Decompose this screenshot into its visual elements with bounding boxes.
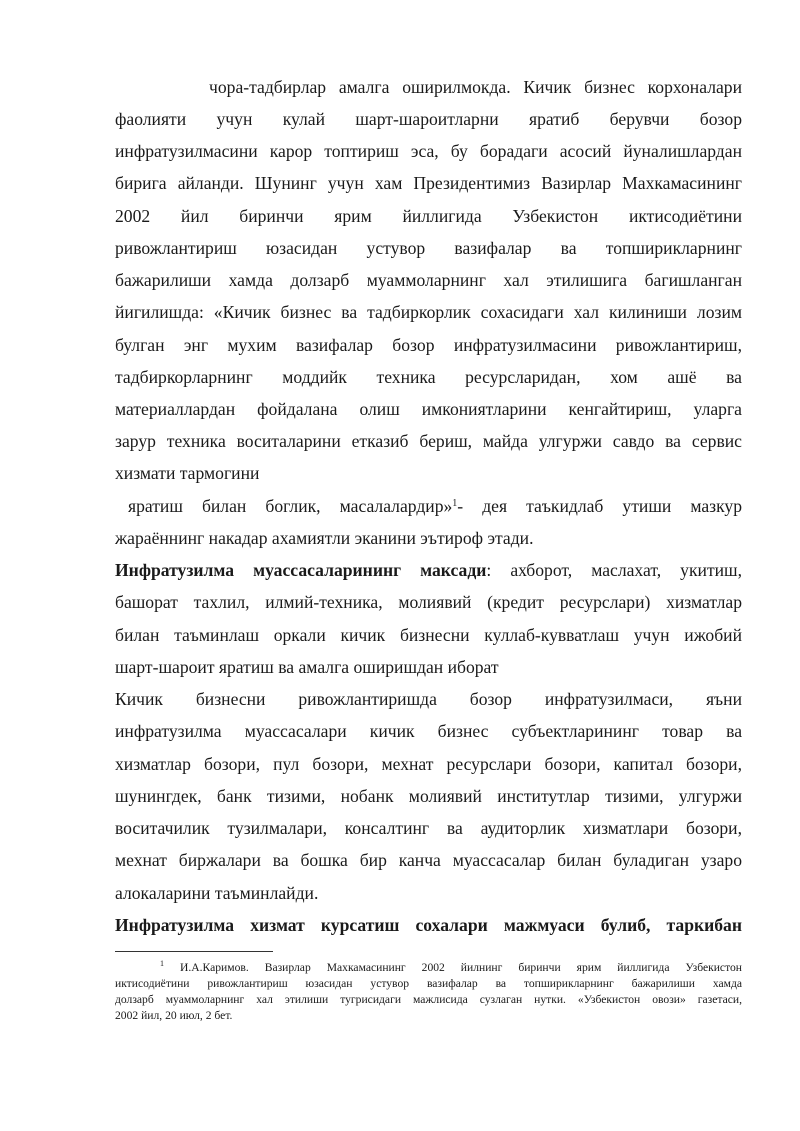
quote-end-text: яратиш билан боглик, масалалардир» [128,496,453,516]
body-line: йигилишда: «Кичик бизнес ва тадбиркорлик сохасидаги хал килиниши лозим [115,302,742,322]
body-line: билан таъминлаш оркали кичик бизнесни куллаб-кувватлаш учун ижобий [115,625,742,645]
footnote-marker: 1 [160,959,164,968]
footnote-line [160,960,742,976]
body-line: инфратузилма муассасалари кичик бизнес субъектларининг товар ва [115,721,742,741]
bold-heading-text: Инфратузилма хизмат курсатиш сохалари мажмуаси булиб, таркибан [115,915,742,935]
body-line: фаолияти учун кулай шарт-шароитларни яратиб берувчи бозор [115,109,742,129]
body-line: шарт-шароит яратиш ва амалга оширишдан иборат [115,657,499,677]
body-line: башорат тахлил, илмий-техника, молиявий (кредит ресурслари) хизматлар [115,592,742,612]
body-line: воситачилик тузилмалари, консалтинг ва аудиторлик хизматлари бозори, [115,818,742,838]
body-line: мехнат биржалари ва бошка бир канча муассасалар билан буладиган узаро [115,850,742,870]
footnote-text: И.А.Каримов. Вазирлар Махкамасининг 2002 йилнинг биринчи ярим йиллигида Узбекистон [179,961,742,974]
footnote-line: 2002 йил, 20 июл, 2 бет. [115,1009,233,1022]
footnote-reference[interactable]: 1 [452,498,458,509]
body-line: зарур техника воситаларини етказиб бериш, майда улгуржи савдо ва сервис [115,431,742,451]
body-line: инфратузилмасини карор топтириш эса, бу борадаги асосий йуналишлардан [115,141,742,161]
body-line: бирига айланди. Шунинг учун хам Президентимиз Вазирлар Махкамасининг [115,173,742,193]
body-line: хизматлар бозори, пул бозори, мехнат ресурслари бозори, капитал бозори, [115,754,742,774]
body-line: жараённинг накадар ахамиятли эканини эътироф этади. [115,528,534,548]
body-line: 2002 йил биринчи ярим йиллигида Узбекистон иктисодиётини [115,206,742,226]
body-line: чора-тадбирлар амалга оширилмокда. Кичик бизнес корхоналари [209,77,742,97]
bold-heading-line [115,914,742,936]
definition-text: : ахборот, маслахат, укитиш, [486,560,742,580]
body-line: материаллардан фойдалана олиш имкониятларини кенгайтириш, уларга [115,399,742,419]
body-line: алокаларини таъминлайди. [115,883,319,903]
body-line: ривожлантириш юзасидан устувор вазифалар ва топширикларнинг [115,238,742,258]
body-line: Кичик бизнесни ривожлантиришда бозор инфратузилмаси, яъни [115,689,742,709]
body-line: булган энг мухим вазифалар бозор инфратузилмасини ривожлантириш, [115,335,742,355]
body-line: бажарилиши хамда долзарб муаммоларнинг хал этилишига багишланган [115,270,742,290]
body-line: тадбиркорларнинг моддийк техника ресурсларидан, хом ашё ва [115,367,742,387]
quote-end-line [128,495,742,517]
footnote-divider [115,951,273,952]
footnote-line: долзарб муаммоларнинг хал этилиши тугрисидаги мажлисида сузлаган нутки. «Узбекистон овози» газетаси, [115,993,742,1006]
body-line: хизмати тармогини [115,463,260,483]
definition-line [115,559,742,581]
definition-term: Инфратузилма муассасаларининг максади [115,560,487,580]
footnote-line: иктисодиётини ривожлантириш юзасидан устувор вазифалар ва топширикларнинг бажарилиши хамда [115,977,742,990]
body-line: шунингдек, банк тизими, нобанк молиявий институтлар тизими, улгуржи [115,786,742,806]
quote-end-tail: - дея таъкидлаб утиши мазкур [457,496,742,516]
